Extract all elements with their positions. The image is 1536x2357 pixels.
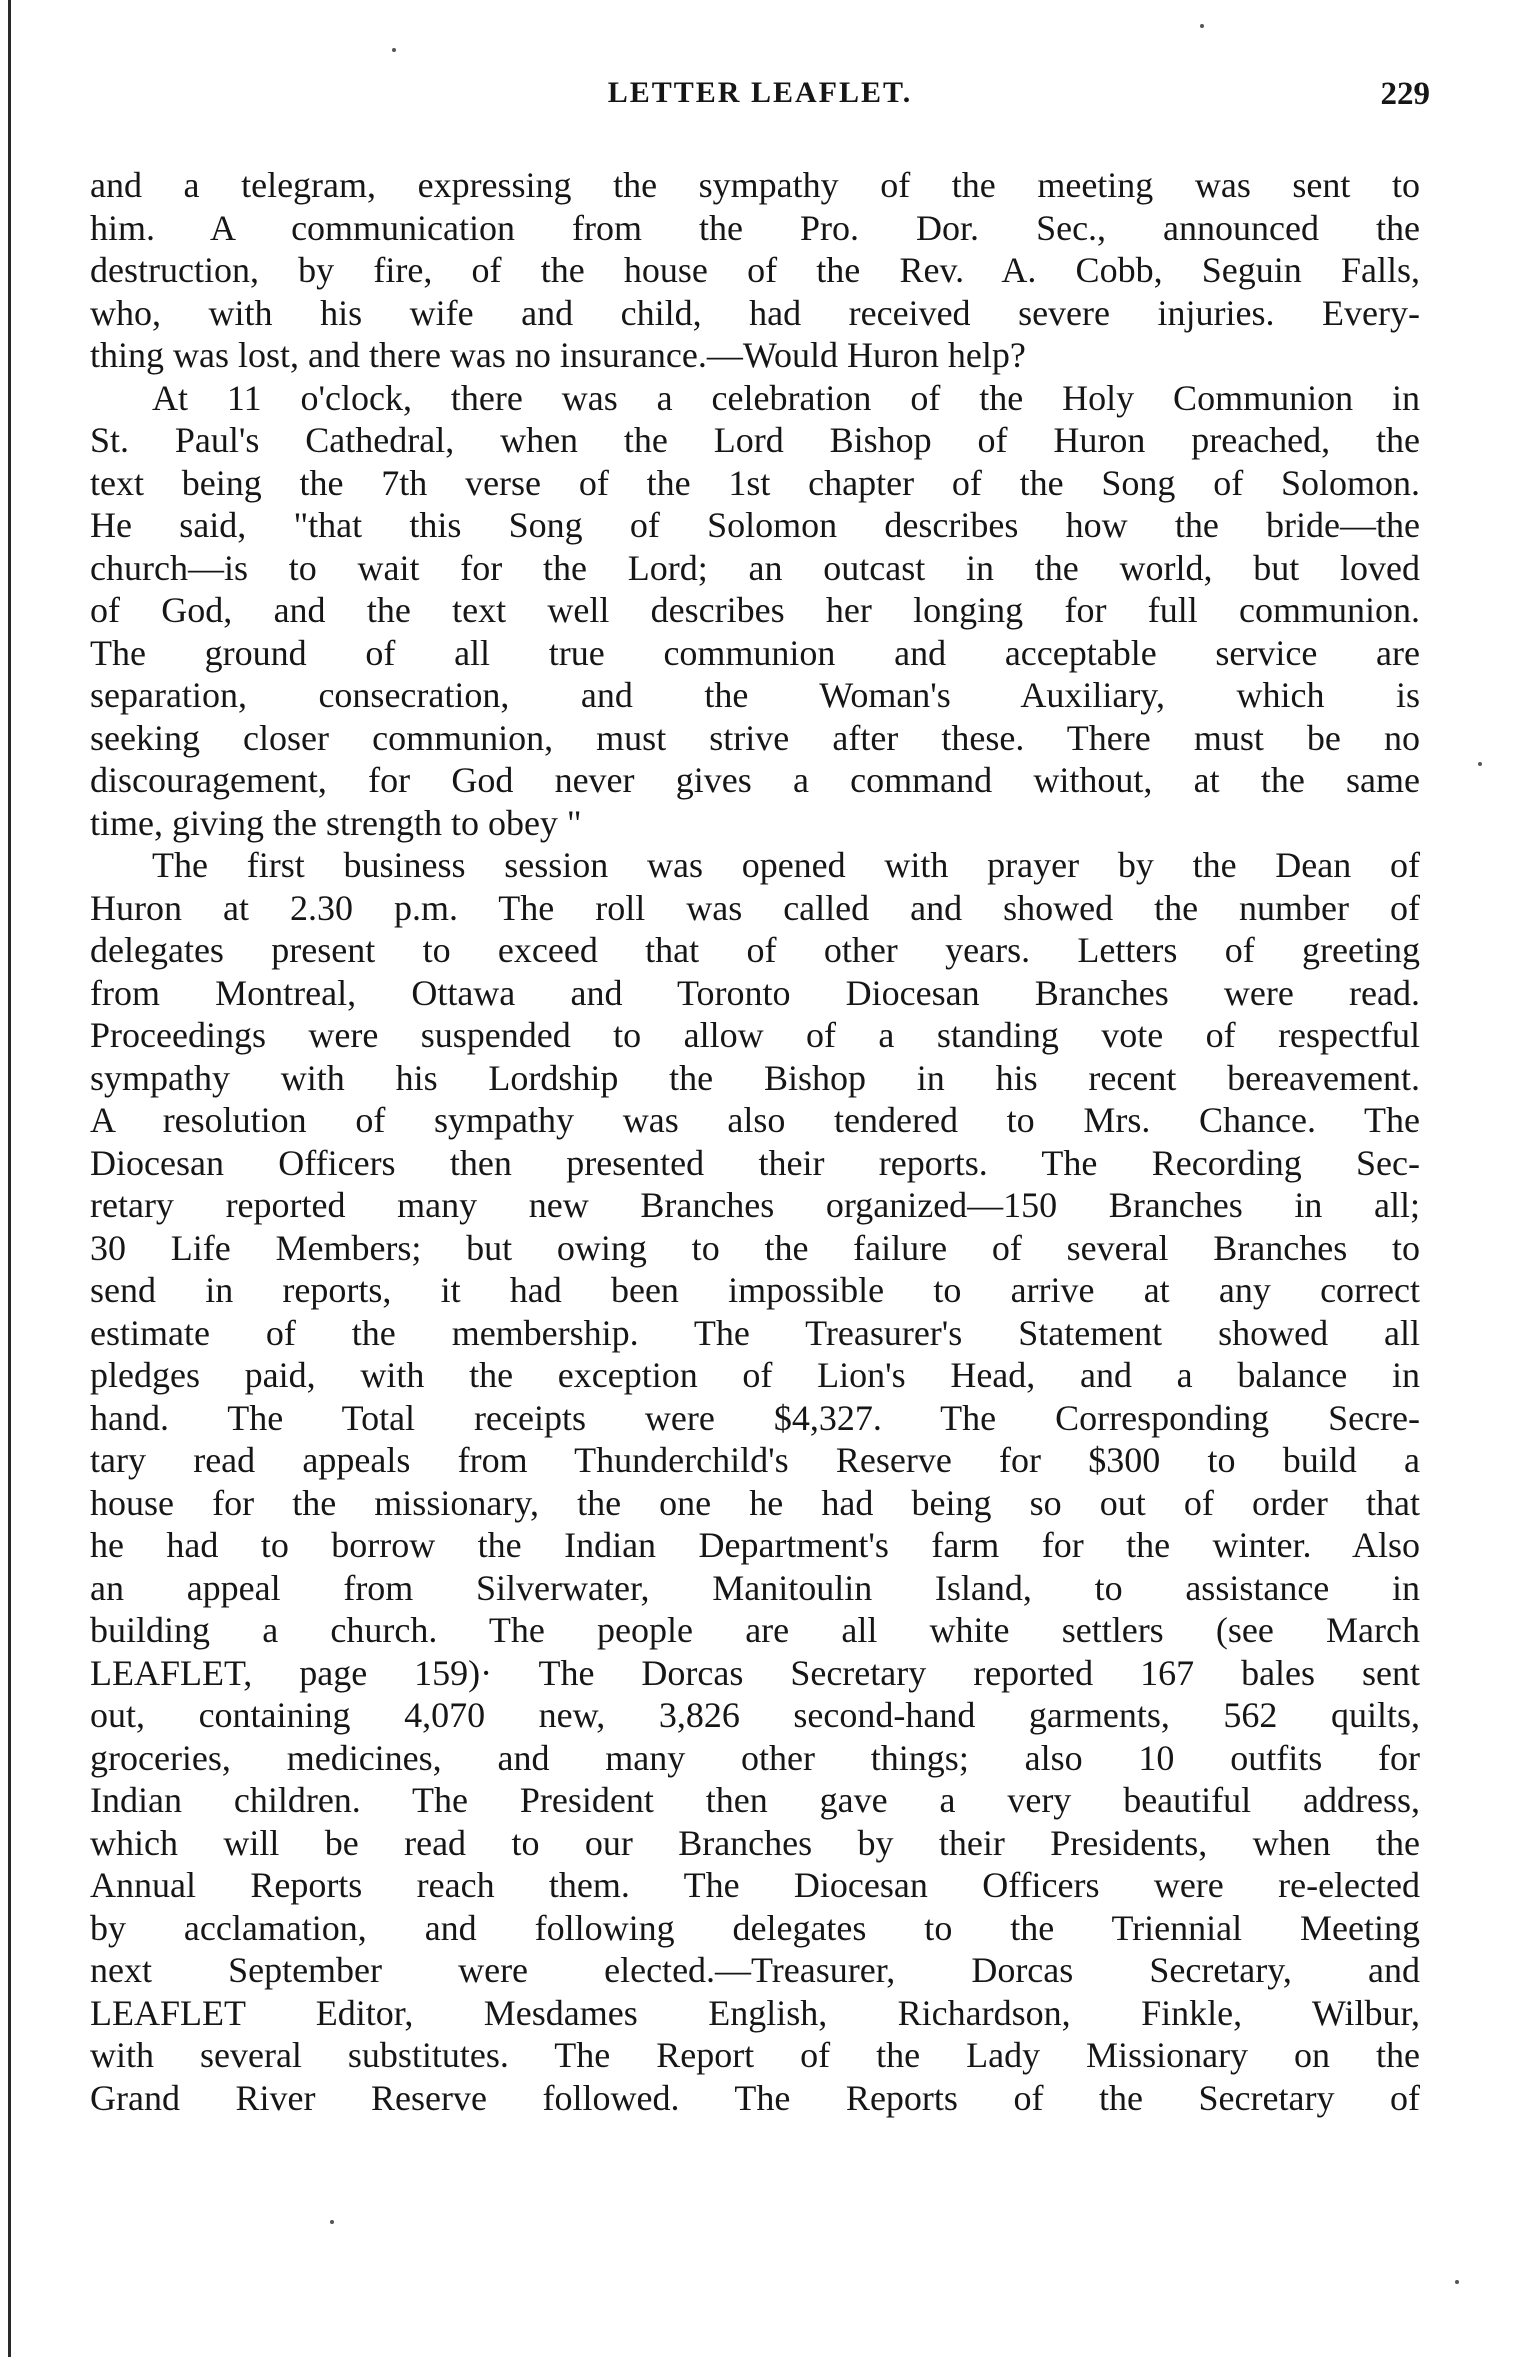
binding-edge-rule — [8, 0, 11, 2357]
text-line: text being the 7th verse of the 1st chapter of the Song of Solomon. — [90, 462, 1420, 503]
text-line: an appeal from Silverwater, Manitoulin Island, to assistance in — [90, 1567, 1420, 1608]
print-speck — [392, 48, 396, 52]
text-line: hand. The Total receipts were $4,327. The Corresponding Secre- — [90, 1397, 1420, 1438]
text-line: church—is to wait for the Lord; an outcast in the world, but loved — [90, 547, 1420, 588]
text-line: LEAFLET, page 159)· The Dorcas Secretary reported 167 bales sent — [90, 1652, 1420, 1693]
page-number: 229 — [1380, 76, 1430, 112]
text-line: from Montreal, Ottawa and Toronto Diocesan Branches were read. — [90, 972, 1420, 1013]
text-line: who, with his wife and child, had received severe injuries. Every- — [90, 292, 1420, 333]
print-speck — [1455, 2280, 1459, 2284]
text-line: separation, consecration, and the Woman's Auxiliary, which is — [90, 675, 1420, 715]
text-line: delegates present to exceed that of other years. Letters of greeting — [90, 930, 1420, 970]
text-line: Indian children. The President then gave a very beautiful address, — [90, 1780, 1420, 1820]
text-line: out, containing 4,070 new, 3,826 second-hand garments, 562 quilts, — [90, 1695, 1420, 1735]
text-line: retary reported many new Branches organized—150 Branches in all; — [90, 1185, 1420, 1225]
text-line: Diocesan Officers then presented their reports. The Recording Sec- — [90, 1142, 1420, 1183]
text-line: 30 Life Members; but owing to the failure of several Branches to — [90, 1227, 1420, 1268]
text-line: next September were elected.—Treasurer, Dorcas Secretary, and — [90, 1950, 1420, 1990]
text-line: pledges paid, with the exception of Lion's Head, and a balance in — [90, 1355, 1420, 1395]
text-line: by acclamation, and following delegates to the Triennial Meeting — [90, 1907, 1420, 1948]
running-head: LETTER LEAFLET. — [607, 76, 913, 109]
text-line: house for the missionary, the one he had being so out of order that — [90, 1482, 1420, 1523]
text-line: and a telegram, expressing the sympathy of the meeting was sent to — [90, 165, 1420, 205]
text-line: time, giving the strength to obey " — [90, 802, 582, 843]
text-line: He said, "that this Song of Solomon describes how the bride—the — [90, 505, 1420, 545]
text-line: Huron at 2.30 p.m. The roll was called and showed the number of — [90, 887, 1420, 928]
print-speck — [1200, 24, 1204, 28]
text-line: estimate of the membership. The Treasurer's Statement showed all — [90, 1312, 1420, 1353]
page-header — [90, 76, 1430, 126]
text-line: tary read appeals from Thunderchild's Reserve for $300 to build a — [90, 1440, 1420, 1480]
body-text — [90, 164, 1420, 2119]
text-line: Grand River Reserve followed. The Reports of the Secretary of — [90, 2077, 1420, 2118]
text-line: of God, and the text well describes her longing for full communion. — [90, 590, 1420, 630]
text-line: send in reports, it had been impossible to arrive at any correct — [90, 1270, 1420, 1310]
print-speck — [1478, 762, 1482, 766]
text-line: he had to borrow the Indian Department's farm for the winter. Also — [90, 1525, 1420, 1565]
text-line: Annual Reports reach them. The Diocesan Officers were re-elected — [90, 1865, 1420, 1905]
text-line: building a church. The people are all white settlers (see March — [90, 1610, 1420, 1650]
text-line: groceries, medicines, and many other things; also 10 outfits for — [90, 1737, 1420, 1778]
text-line: with several substitutes. The Report of the Lady Missionary on the — [90, 2035, 1420, 2075]
text-line: Proceedings were suspended to allow of a standing vote of respectful — [90, 1015, 1420, 1055]
text-line: A resolution of sympathy was also tendered to Mrs. Chance. The — [90, 1100, 1420, 1140]
text-line: which will be read to our Branches by their Presidents, when the — [90, 1822, 1420, 1863]
text-line: sympathy with his Lordship the Bishop in his recent bereavement. — [90, 1057, 1420, 1098]
paragraph-start-line: At 11 o'clock, there was a celebration of the Holy Communion in — [152, 377, 1420, 418]
text-line: destruction, by fire, of the house of the Rev. A. Cobb, Seguin Falls, — [90, 250, 1420, 290]
paragraph-start-line: The first business session was opened with prayer by the Dean of — [152, 845, 1420, 885]
print-speck — [330, 2220, 334, 2224]
text-line: LEAFLET Editor, Mesdames English, Richardson, Finkle, Wilbur, — [90, 1992, 1420, 2033]
text-line: thing was lost, and there was no insurance.—Would Huron help? — [90, 335, 1026, 375]
text-line: St. Paul's Cathedral, when the Lord Bishop of Huron preached, the — [90, 420, 1420, 460]
text-line: him. A communication from the Pro. Dor. Sec., announced the — [90, 207, 1420, 248]
text-line: seeking closer communion, must strive after these. There must be no — [90, 717, 1420, 758]
text-line: The ground of all true communion and acceptable service are — [90, 632, 1420, 673]
text-line: discouragement, for God never gives a command without, at the same — [90, 760, 1420, 800]
